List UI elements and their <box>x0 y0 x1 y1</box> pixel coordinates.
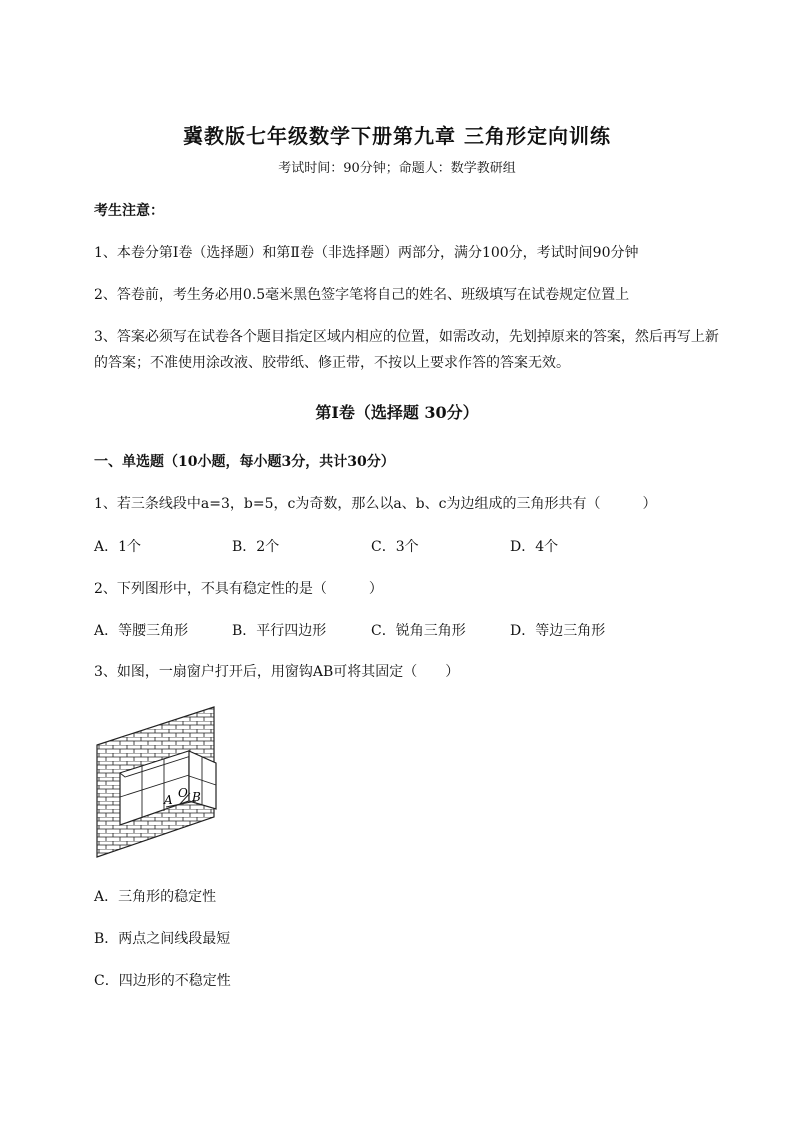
q1-option-d[interactable]: D．4个 <box>510 539 559 555</box>
q3-option-c[interactable]: C．四边形的不稳定性 <box>94 973 231 989</box>
q2-option-b[interactable]: B．平行四边形 <box>232 623 327 639</box>
label-o: O <box>178 786 188 800</box>
notice-heading: 考生注意： <box>94 203 164 219</box>
q2-option-c[interactable]: C．锐角三角形 <box>371 623 466 639</box>
exam-title: 冀教版七年级数学下册第九章 三角形定向训练 <box>183 124 611 148</box>
q3-option-b[interactable]: B．两点之间线段最短 <box>94 931 231 947</box>
question-1-stem: 1、若三条线段中a=3，b=5，c为奇数，那么以a、b、c为边组成的三角形共有（ ） <box>94 496 657 512</box>
notice-item-2: 2、答卷前，考生务必用0.5毫米黑色签字笔将自己的姓名、班级填写在试卷规定位置上 <box>94 287 630 303</box>
q2-option-a[interactable]: A．等腰三角形 <box>94 623 189 639</box>
question-3-stem: 3、如图，一扇窗户打开后，用窗钩AB可将其固定（ ） <box>94 664 460 680</box>
q1-option-c[interactable]: C．3个 <box>371 539 419 555</box>
notice-item-3-cont: 的答案；不准使用涂改液、胶带纸、修正带，不按以上要求作答的答案无效。 <box>94 355 570 371</box>
label-a: A <box>164 793 173 807</box>
q3-option-a[interactable]: A．三角形的稳定性 <box>94 889 217 905</box>
window-illustration <box>94 705 224 861</box>
label-b: B <box>192 790 201 804</box>
section-heading: 一、单选题（10小题，每小题3分，共计30分） <box>94 454 395 470</box>
question-2-stem: 2、下列图形中，不具有稳定性的是（ ） <box>94 581 383 597</box>
part1-title: 第Ⅰ卷（选择题 30分） <box>315 403 479 422</box>
q1-option-a[interactable]: A．1个 <box>94 539 142 555</box>
notice-item-1: 1、本卷分第Ⅰ卷（选择题）和第Ⅱ卷（非选择题）两部分，满分100分，考试时间90分钟 <box>94 245 639 261</box>
q2-option-d[interactable]: D．等边三角形 <box>510 623 606 639</box>
window-figure <box>94 705 224 865</box>
notice-item-3: 3、答案必须写在试卷各个题目指定区域内相应的位置，如需改动，先划掉原来的答案，然后再写上新 <box>94 329 719 345</box>
q1-option-b[interactable]: B．2个 <box>232 539 280 555</box>
exam-subtitle: 考试时间：90分钟；命题人：数学教研组 <box>278 161 516 176</box>
